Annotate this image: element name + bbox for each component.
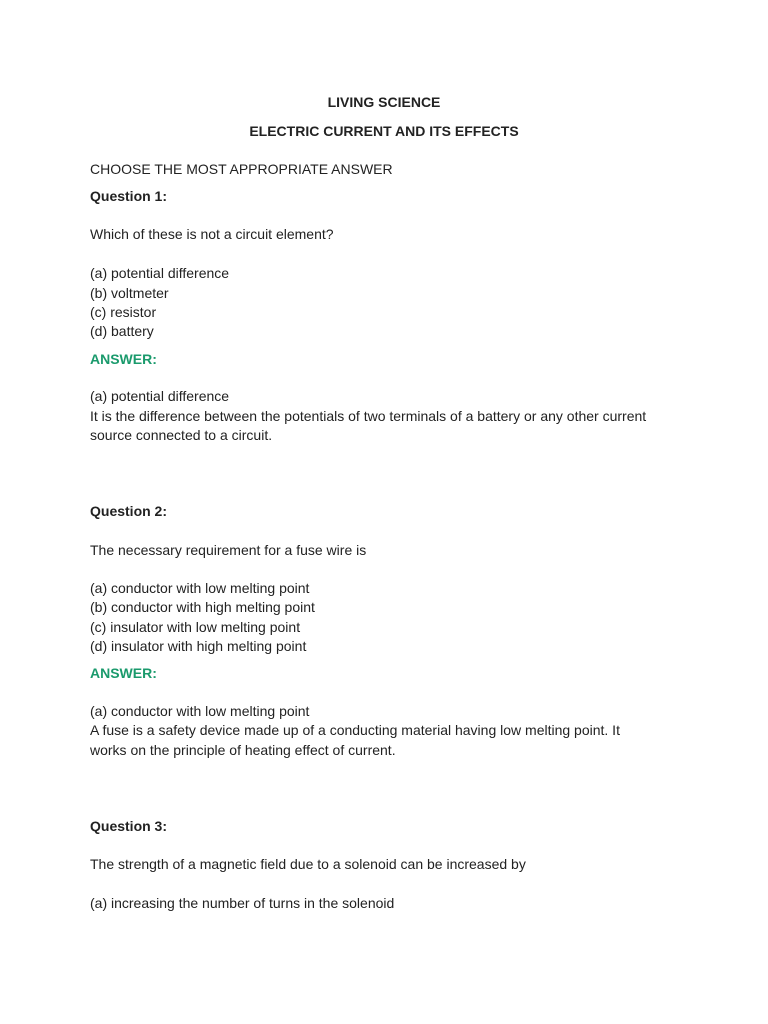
question-1-option-c: (c) resistor — [90, 304, 157, 320]
question-3-heading: Question 3: — [90, 818, 168, 834]
question-1-explanation-line-2: source connected to a circuit. — [90, 427, 273, 443]
question-2-option-b: (b) conductor with high melting point — [90, 599, 315, 615]
question-2-explanation-line-2: works on the principle of heating effect of current. — [90, 742, 396, 758]
question-2-explanation-line-1: A fuse is a safety device made up of a conducting material having low melting point. It — [90, 722, 620, 738]
question-1-option-d: (d) battery — [90, 323, 154, 339]
question-2-answer: (a) conductor with low melting point — [90, 703, 310, 719]
question-2-option-a: (a) conductor with low melting point — [90, 580, 310, 596]
question-2-heading: Question 2: — [90, 503, 168, 519]
question-1-prompt: Which of these is not a circuit element? — [90, 226, 334, 242]
question-1-heading: Question 1: — [90, 188, 168, 204]
document-subtitle: ELECTRIC CURRENT AND ITS EFFECTS — [249, 123, 519, 139]
question-2-answer-label: ANSWER: — [90, 665, 157, 681]
instruction-text: CHOOSE THE MOST APPROPRIATE ANSWER — [90, 161, 393, 177]
question-2-option-c: (c) insulator with low melting point — [90, 619, 301, 635]
question-3-prompt: The strength of a magnetic field due to a solenoid can be increased by — [90, 856, 526, 872]
question-1-option-b: (b) voltmeter — [90, 285, 169, 301]
question-1-option-a: (a) potential difference — [90, 265, 230, 281]
question-1-answer-label: ANSWER: — [90, 351, 157, 367]
question-3-option-a: (a) increasing the number of turns in the solenoid — [90, 895, 395, 911]
question-2-option-d: (d) insulator with high melting point — [90, 638, 307, 654]
document-title: LIVING SCIENCE — [327, 94, 441, 110]
question-2-prompt: The necessary requirement for a fuse wire is — [90, 542, 367, 558]
question-1-explanation-line-1: It is the difference between the potentials of two terminals of a battery or any other current — [90, 408, 647, 424]
question-1-answer: (a) potential difference — [90, 388, 230, 404]
